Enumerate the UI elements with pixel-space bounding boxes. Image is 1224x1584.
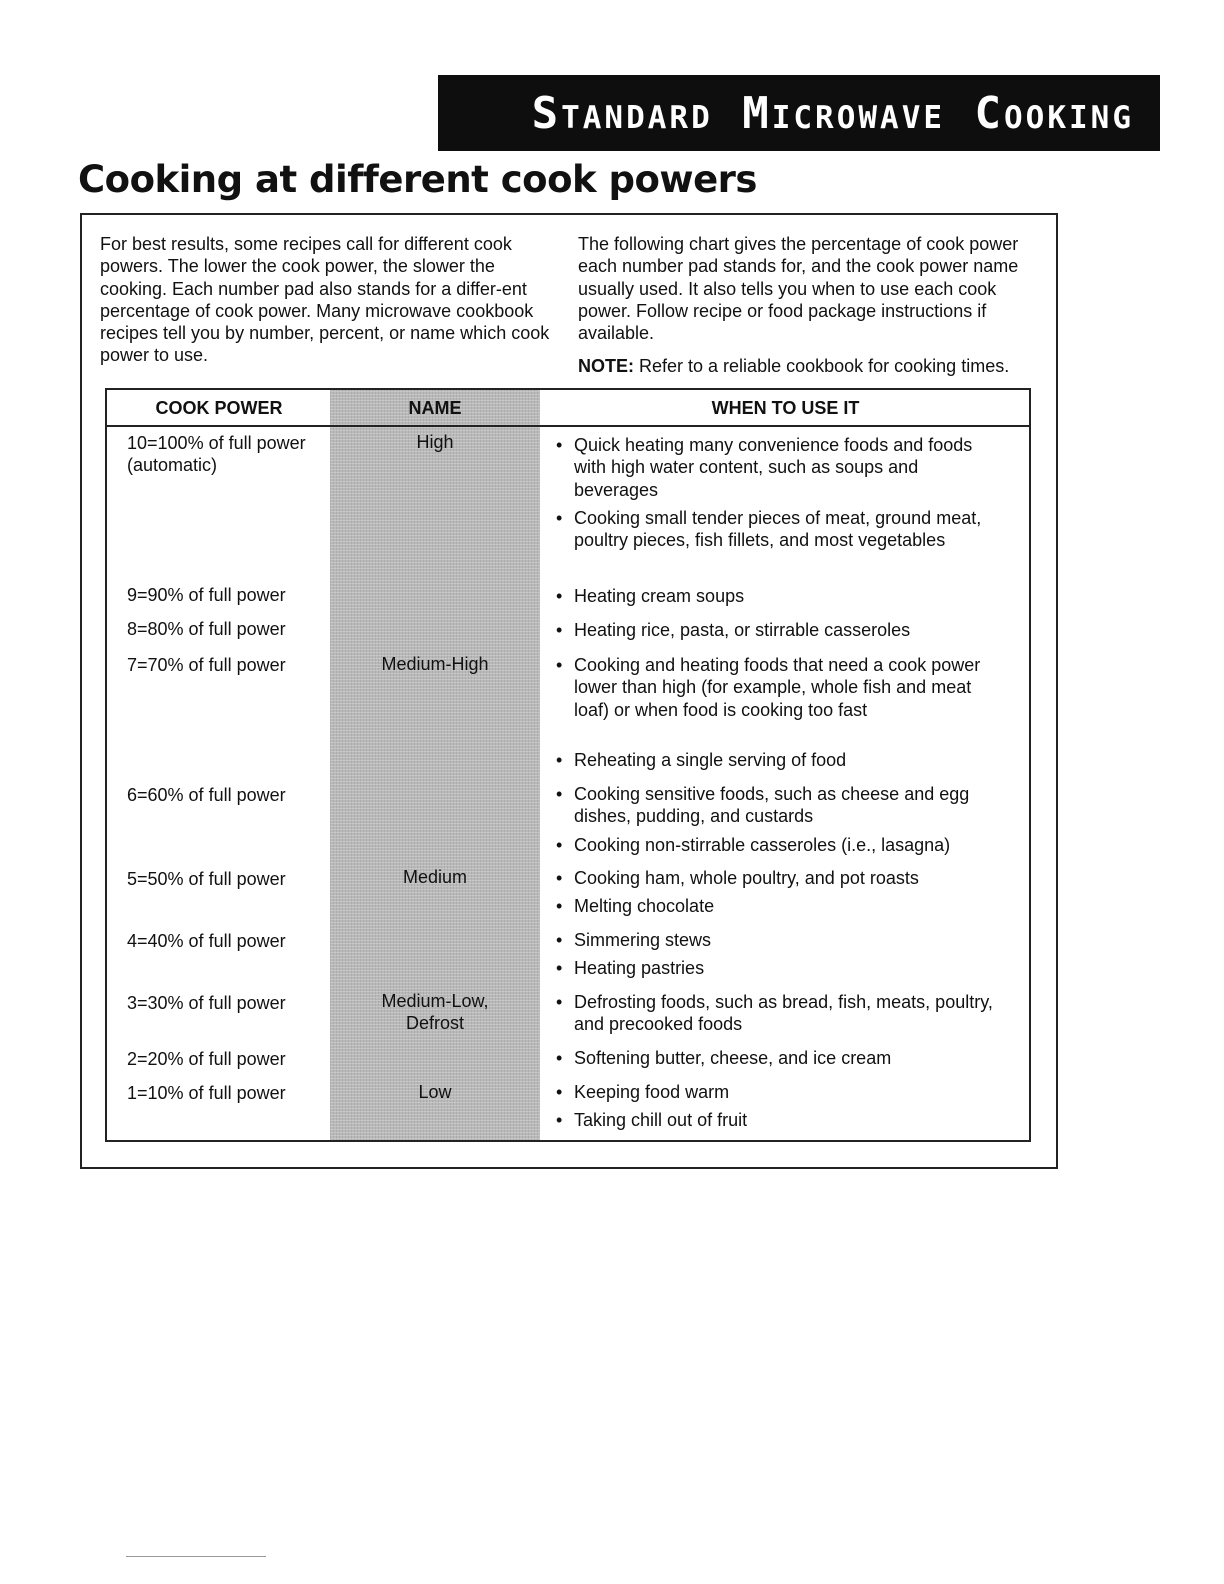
power-8: 8=80% of full power (127, 619, 286, 639)
bullet: • (556, 586, 563, 606)
bullet: • (556, 835, 563, 855)
use-item: • Defrosting foods, such as bread, fish, meats, poultry, and precooked foods (556, 992, 993, 1035)
bullet: • (556, 992, 563, 1012)
bullet: • (556, 435, 563, 455)
bullet: • (556, 896, 563, 916)
name-defrost: Defrost (405, 1013, 465, 1033)
name-medium-high: Medium-High (381, 654, 489, 674)
bullet: • (556, 958, 563, 978)
name-medium: Medium (402, 867, 468, 887)
power-1: 1=10% of full power (127, 1083, 286, 1103)
use-item: • Melting chocolate (556, 896, 715, 916)
section-header-bar (438, 75, 1160, 151)
note-text: Refer to a reliable cookbook for cooking times. (639, 356, 1010, 377)
intro-right-text: The following chart gives the percentage of cook power each number pad stands for, and the cook power name usually used. It also tells you when to use each cook power. Follow recipe or food package instructions if available. (578, 234, 1019, 344)
use-item: • Keeping food warm (556, 1082, 730, 1102)
name-medium-low: Medium-Low, (381, 991, 489, 1011)
intro-left-text: For best results, some recipes call for different cook powers. The lower the cook power, the slower the cooking. Each number pad also stands for a differ-ent percentage of cook power. Many microwave cookbook recipes tell you by number, percent, or name which cook power to use. (100, 234, 550, 366)
power-5: 5=50% of full power (127, 869, 286, 889)
bullet: • (556, 930, 563, 950)
name-low: Low (418, 1082, 452, 1102)
use-item: • Cooking non-stirrable casseroles (i.e., lasagna) (556, 835, 951, 855)
col-header-cook-power: COOK POWER (155, 398, 283, 418)
bullet: • (556, 1082, 563, 1102)
page-title: Cooking at different cook powers (78, 158, 757, 201)
bullet: • (556, 1048, 563, 1068)
bullet: • (556, 620, 563, 640)
intro-right (578, 233, 1043, 378)
power-10: 10=100% of full power (127, 433, 306, 453)
use-item: • Taking chill out of fruit (556, 1110, 748, 1130)
note (578, 355, 1043, 377)
use-item: • Softening butter, cheese, and ice cream (556, 1048, 892, 1068)
bullet: • (556, 868, 563, 888)
power-2: 2=20% of full power (127, 1049, 286, 1069)
use-item: • Heating cream soups (556, 586, 745, 606)
use-item: • Reheating a single serving of food (556, 750, 847, 770)
name-high: High (416, 432, 454, 452)
use-item: • Simmering stews (556, 930, 712, 950)
col-header-name: NAME (408, 398, 462, 418)
bullet: • (556, 1110, 563, 1130)
footer-rule (126, 1556, 266, 1557)
power-3: 3=30% of full power (127, 993, 286, 1013)
use-item: • Heating rice, pasta, or stirrable casseroles (556, 620, 911, 640)
power-7: 7=70% of full power (127, 655, 286, 675)
power-10-note: (automatic) (127, 455, 218, 475)
use-item: • Cooking sensitive foods, such as cheese and egg dishes, pudding, and custards (556, 784, 970, 827)
use-item: • Quick heating many convenience foods and foods with high water content, such as soups and beverages (556, 435, 973, 500)
use-item: • Cooking and heating foods that need a cook power lower than high (for example, whole fish and meat loaf) or when food is cooking too fast (556, 655, 981, 720)
bullet: • (556, 750, 563, 770)
power-4: 4=40% of full power (127, 931, 286, 951)
power-9: 9=90% of full power (127, 585, 286, 605)
bullet: • (556, 784, 563, 804)
use-item: • Cooking ham, whole poultry, and pot roasts (556, 868, 919, 888)
bullet: • (556, 508, 563, 528)
section-title: Standard Microwave Cooking (531, 87, 1134, 139)
use-item: • Cooking small tender pieces of meat, ground meat, poultry pieces, fish fillets, and most vegetables (556, 508, 982, 551)
power-6: 6=60% of full power (127, 785, 286, 805)
col-header-when-to-use: WHEN TO USE IT (711, 398, 860, 418)
note-label: NOTE: (578, 356, 634, 377)
use-item: • Heating pastries (556, 958, 705, 978)
table-header-divider (105, 425, 1031, 427)
intro-left (100, 233, 550, 367)
bullet: • (556, 655, 563, 675)
